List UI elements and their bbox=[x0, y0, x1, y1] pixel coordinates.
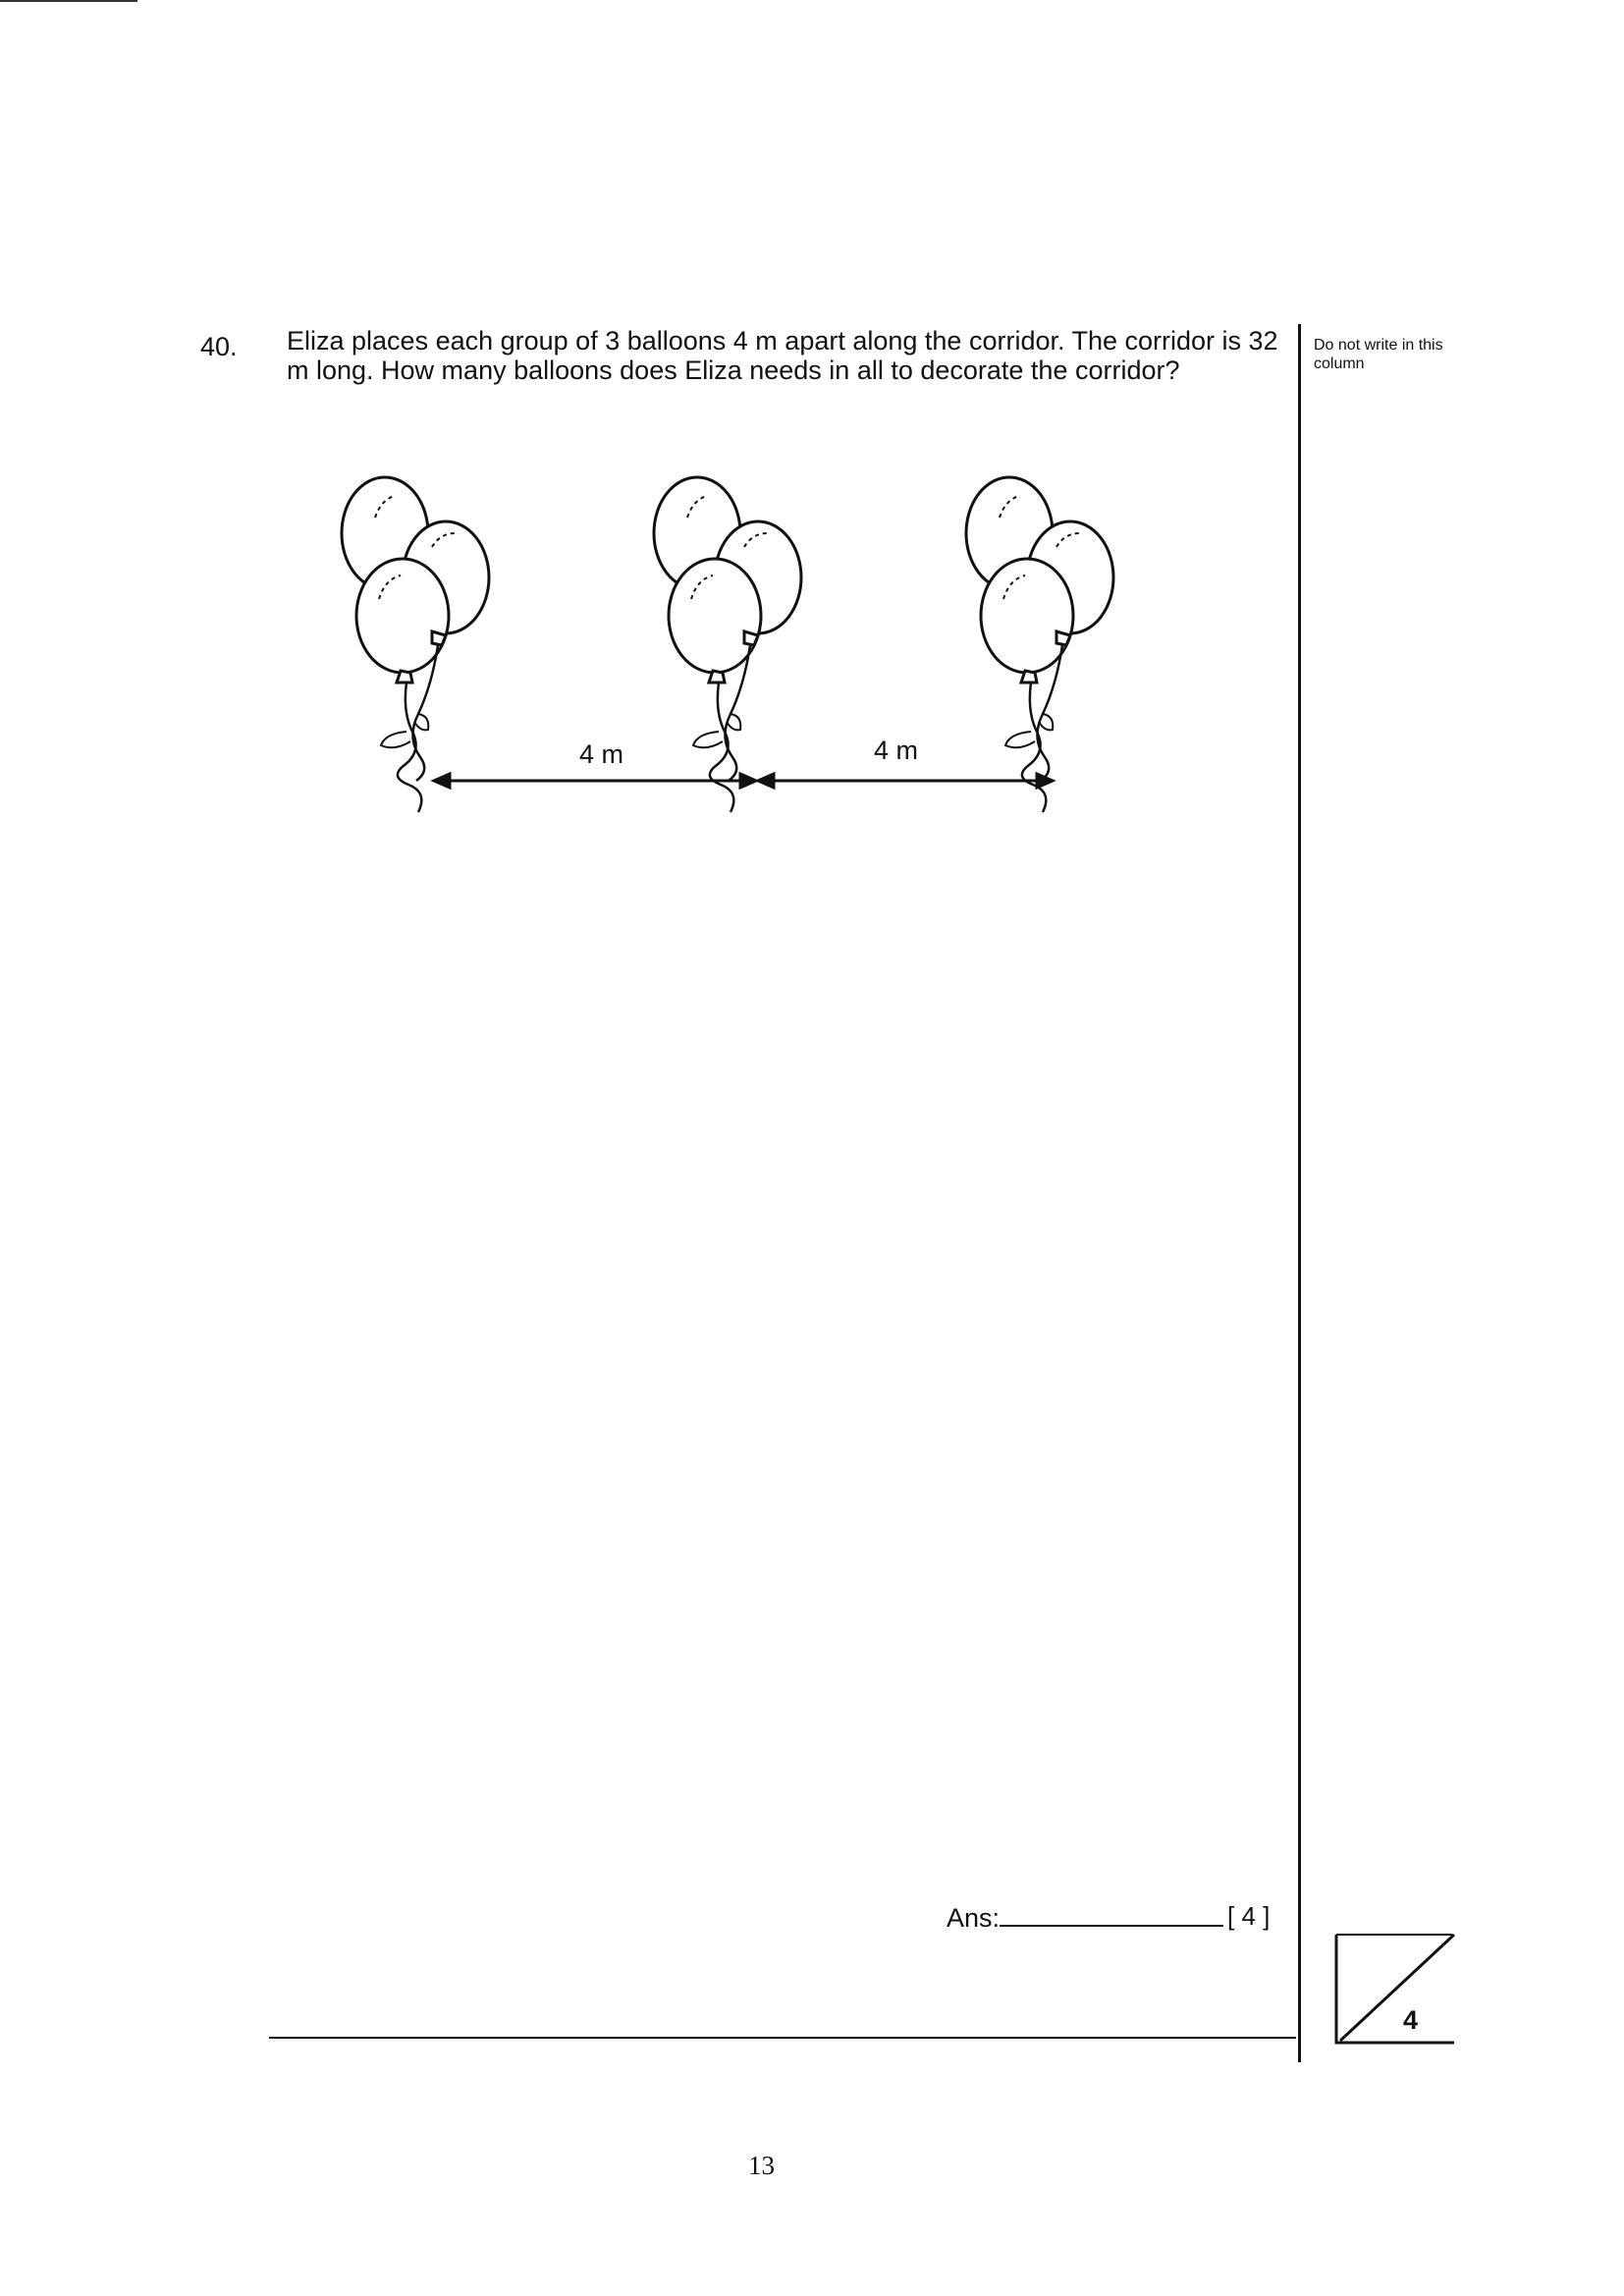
balloon-figure bbox=[324, 466, 1129, 820]
answer-row bbox=[947, 1903, 1223, 1934]
question-text: Eliza places each group of 3 balloons 4 m apart along the corridor. The corridor is 32 m long. How many balloons does Eliza needs in all to decorate the corridor? bbox=[287, 326, 1278, 385]
balloon-group-3 bbox=[966, 477, 1113, 812]
score-total: 4 bbox=[1403, 2005, 1419, 2035]
margin-note: Do not write in this column bbox=[1314, 337, 1443, 372]
top-rule bbox=[0, 0, 137, 2]
answer-line[interactable] bbox=[1000, 1903, 1223, 1927]
balloon-group-2 bbox=[654, 477, 801, 812]
distance-label-1: 4 m bbox=[579, 739, 624, 769]
bottom-rule bbox=[269, 2037, 1296, 2039]
marks-label: [ 4 ] bbox=[1227, 1901, 1271, 1931]
question-number: 40. bbox=[200, 332, 238, 361]
distance-label-2: 4 m bbox=[874, 736, 919, 765]
margin-divider bbox=[1298, 324, 1301, 2062]
page-number: 13 bbox=[748, 2151, 775, 2180]
score-box bbox=[1330, 1927, 1468, 2050]
answer-label: Ans: bbox=[947, 1903, 1001, 1933]
balloon-group-1 bbox=[342, 477, 489, 812]
distance-arrow-1 bbox=[434, 774, 756, 788]
distance-arrow-2 bbox=[758, 774, 1053, 788]
